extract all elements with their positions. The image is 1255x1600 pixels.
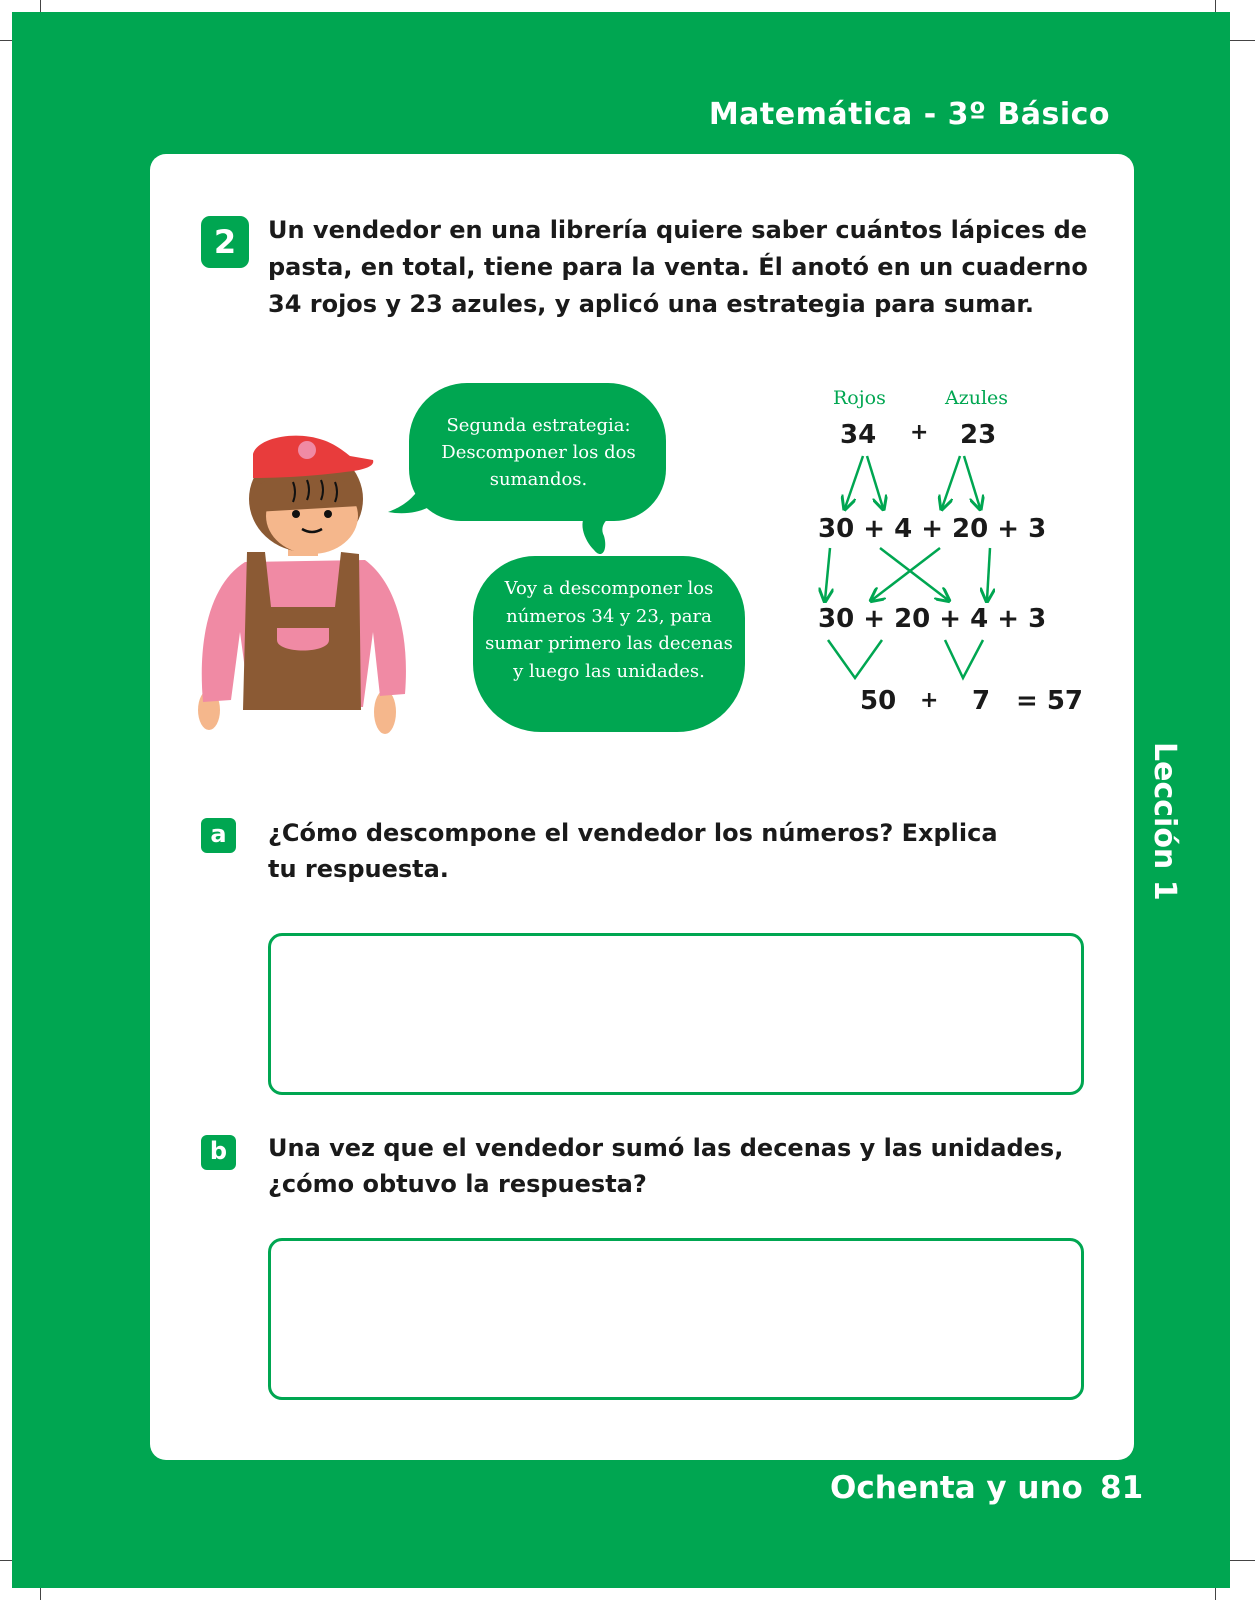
cap-button <box>298 441 316 459</box>
eye-left <box>292 510 300 518</box>
footer-page-number: 81 <box>1100 1470 1144 1506</box>
speech-bubble-explanation-text: Voy a descomponer los números 34 y 23, para sumar primero las decenas y luego las unidades. <box>485 578 733 682</box>
diagram-units-sum: 7 <box>972 686 991 716</box>
diagram-tens-sum: 50 <box>860 686 897 716</box>
question-a-badge: a <box>201 818 236 853</box>
question-b-text: Una vez que el vendedor sumó las decenas y las unidades, ¿cómo obtuvo la respuesta? <box>268 1134 1064 1198</box>
lesson-side-label: Lección 1 <box>1147 742 1182 901</box>
right-hand <box>374 690 396 734</box>
footer-page-words: Ochenta y uno <box>830 1470 1083 1506</box>
diagram-number-34: 34 <box>840 420 877 450</box>
diagram-result: = 57 <box>1016 686 1084 716</box>
question-a-text: ¿Cómo descompone el vendedor los números? Explica tu respuesta. <box>268 819 998 883</box>
diagram-plus: + <box>910 420 929 445</box>
page-header-title: Matemática - 3º Básico <box>708 97 1110 132</box>
diagram-arrows <box>800 440 1020 690</box>
diagram-decomposition: 30 + 4 + 20 + 3 <box>818 514 1047 544</box>
diagram-reordered: 30 + 20 + 4 + 3 <box>818 604 1047 634</box>
diagram-number-23: 23 <box>960 420 997 450</box>
diagram-label-rojos: Rojos <box>833 387 886 409</box>
answer-box-a[interactable] <box>268 933 1084 1095</box>
question-b-badge: b <box>201 1135 236 1170</box>
exercise-prompt: Un vendedor en una librería quiere saber cuántos lápices de pasta, en total, tiene para la venta. Él anotó en un cuaderno 34 rojos y 23 azules, y aplicó una estrategia para sumar. <box>268 216 1088 318</box>
exercise-number-badge: 2 <box>201 216 249 268</box>
eye-right <box>324 510 332 518</box>
cap <box>253 436 373 478</box>
answer-box-b[interactable] <box>268 1238 1084 1400</box>
diagram-plus-final: + <box>920 688 939 713</box>
speech-bubble-strategy-text: Segunda estrategia: Descomponer los dos sumandos. <box>441 415 636 490</box>
diagram-label-azules: Azules <box>945 387 1009 409</box>
overalls-pocket <box>277 628 329 651</box>
